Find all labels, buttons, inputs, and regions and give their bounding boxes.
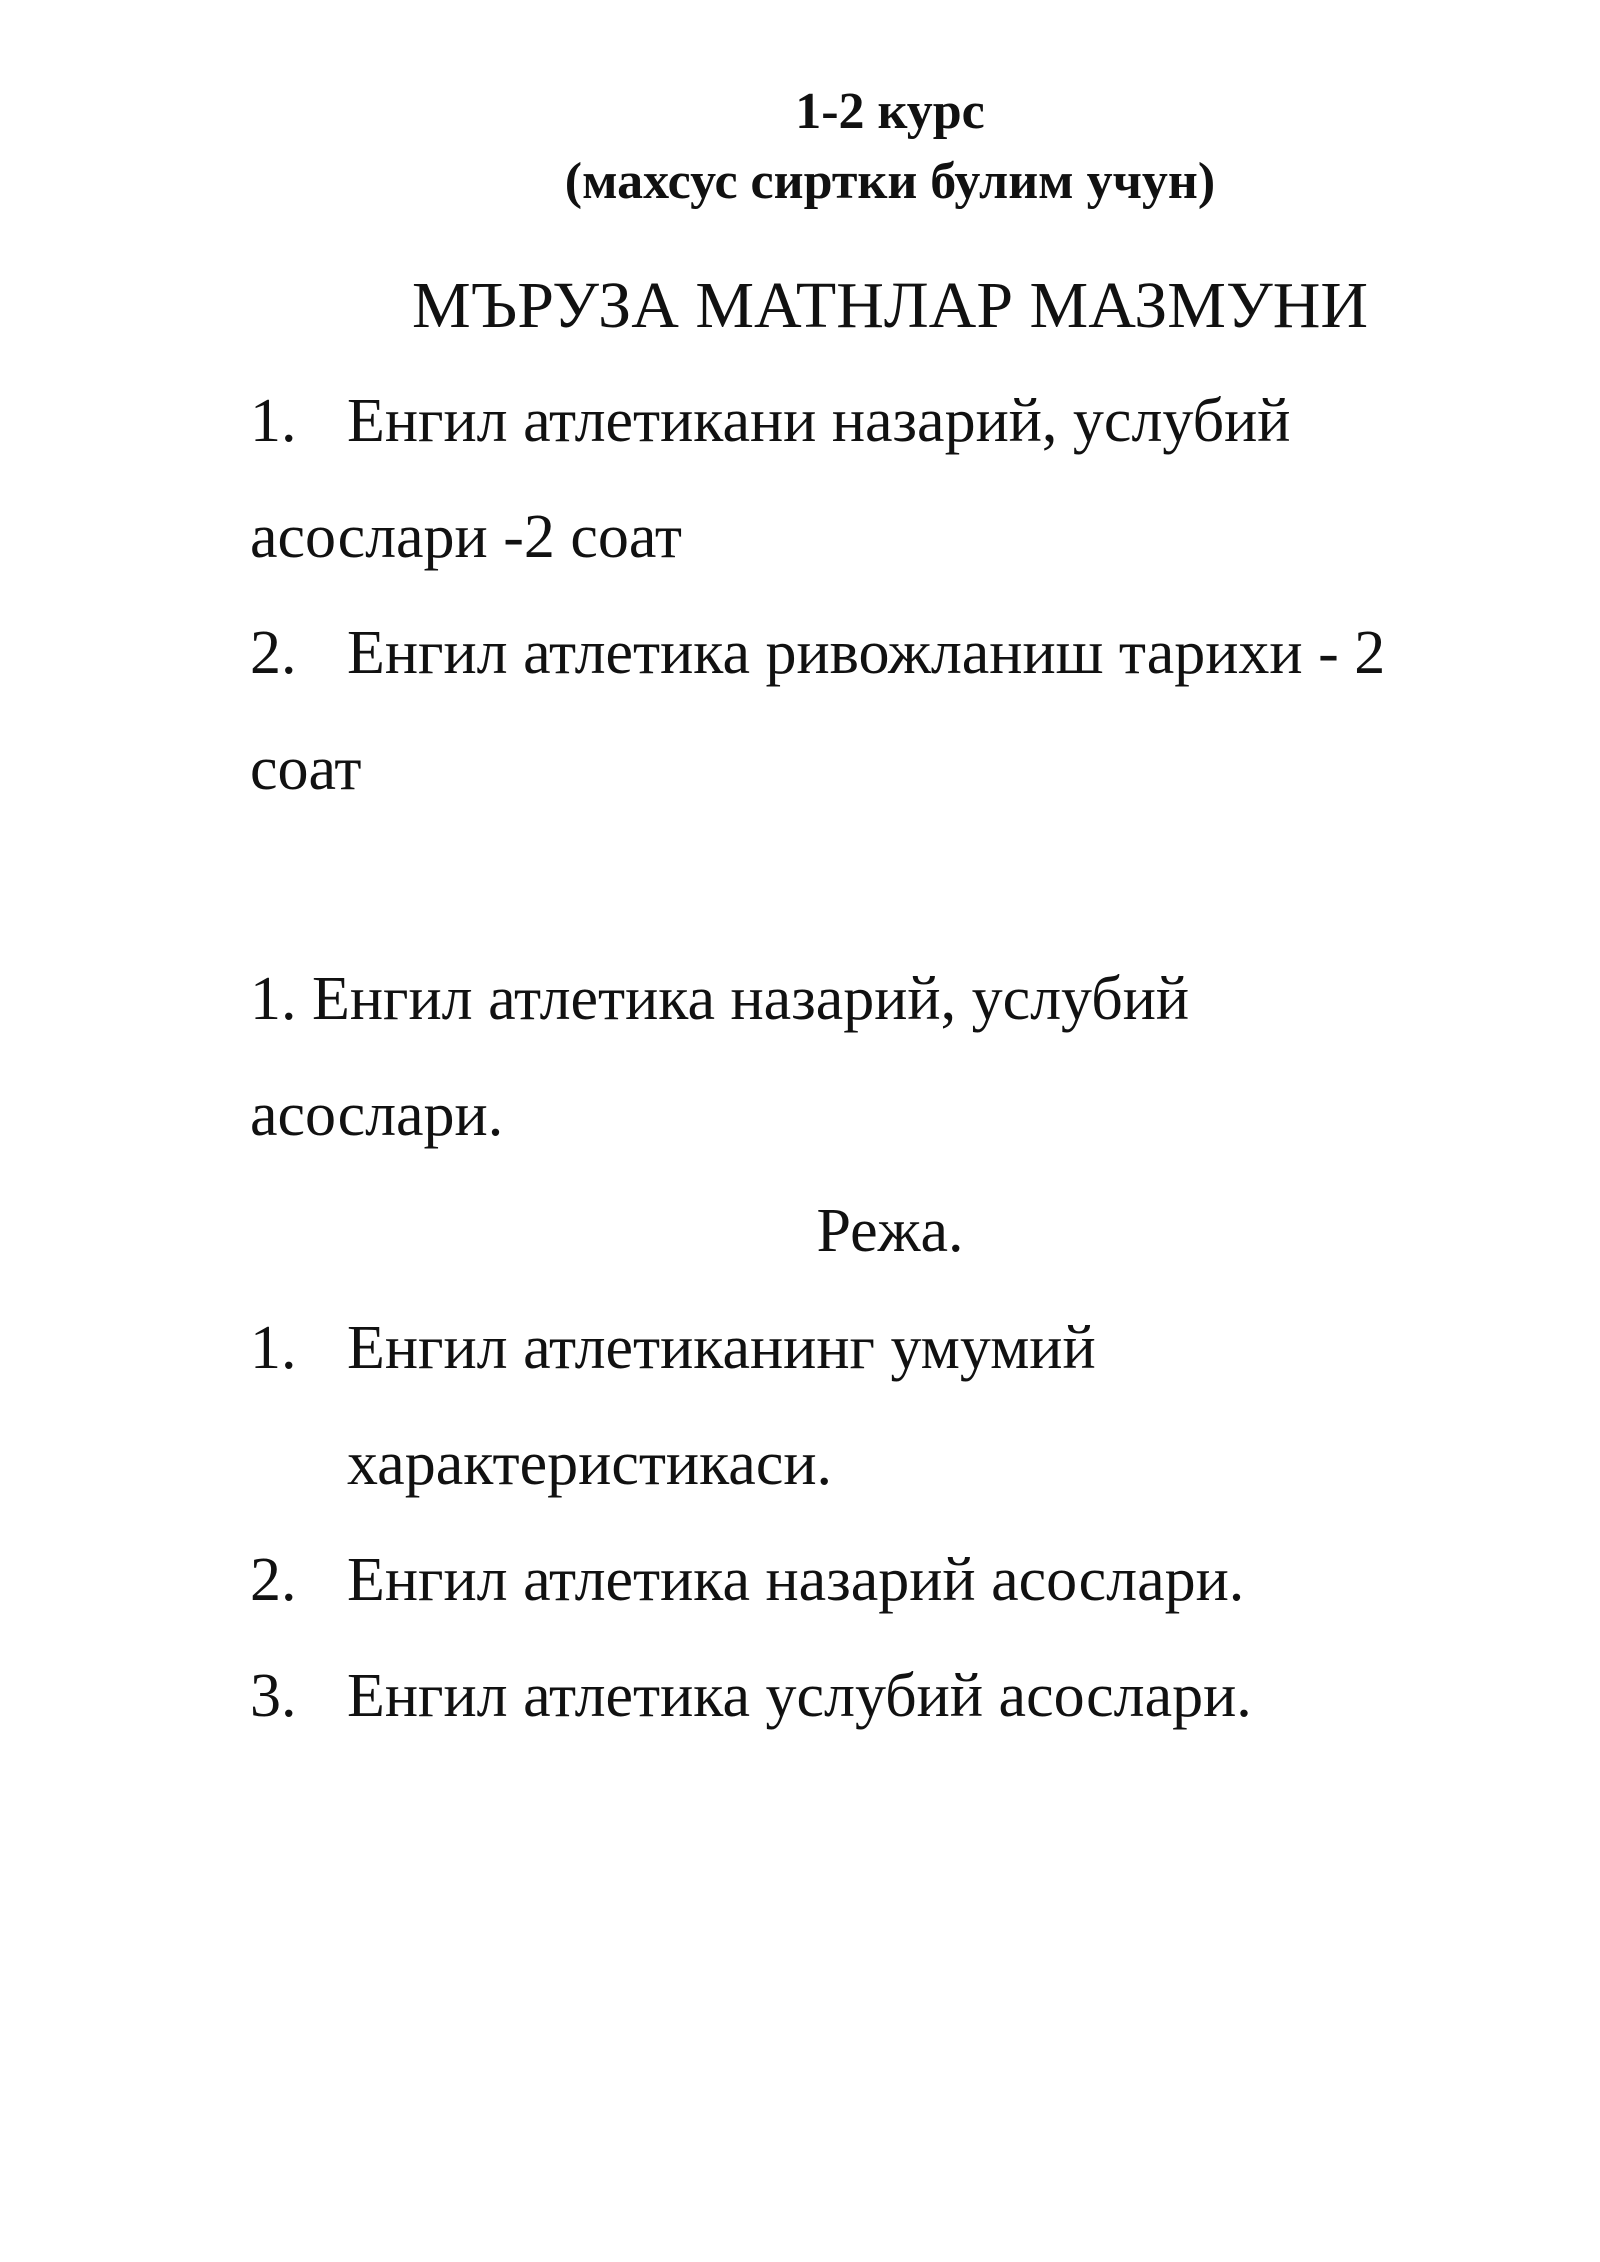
section-heading-continued: асослари.	[250, 1081, 504, 1149]
course-header: 1-2 курс	[795, 83, 985, 140]
contents-item-1-text: Енгил атлетикани назарий, услубий	[347, 387, 1291, 455]
plan-item-1-number: 1.	[250, 1314, 297, 1382]
contents-item-1-number: 1.	[250, 387, 297, 455]
contents-item-2-number: 2.	[250, 619, 297, 687]
plan-item-2-text: Енгил атлетика назарий асослари.	[347, 1546, 1245, 1614]
plan-item-3-number: 3.	[250, 1662, 297, 1730]
contents-item-1-text-continued: асослари -2 соат	[250, 503, 682, 571]
plan-label: Режа.	[816, 1197, 964, 1265]
contents-item-2-text: Енгил атлетика ривожланиш тарихи - 2	[347, 619, 1386, 687]
section-heading: 1. Енгил атлетика назарий, услубий	[250, 965, 1190, 1033]
contents-item-2-text-continued: соат	[250, 735, 362, 803]
plan-item-1-text: Енгил атлетиканинг умумий	[347, 1314, 1096, 1382]
plan-item-3-text: Енгил атлетика услубий асослари.	[347, 1662, 1252, 1730]
course-subtitle: (махсус сиртки булим учун)	[564, 153, 1216, 210]
page-title: МЪРУЗА МАТНЛАР МАЗМУНИ	[411, 269, 1369, 342]
plan-item-1-text-continued: характеристикаси.	[347, 1430, 833, 1498]
plan-item-2-number: 2.	[250, 1546, 297, 1614]
